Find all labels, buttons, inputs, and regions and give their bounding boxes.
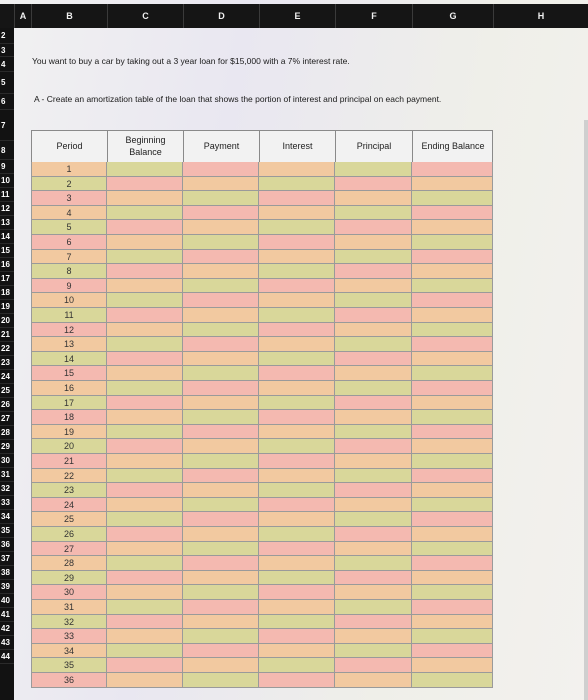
row-header-43[interactable]: 43	[0, 636, 14, 650]
period-cell[interactable]: 27	[31, 542, 107, 557]
period-cell[interactable]: 9	[31, 279, 107, 294]
table-cell[interactable]	[335, 425, 412, 440]
table-cell[interactable]	[335, 673, 412, 688]
table-cell[interactable]	[183, 629, 259, 644]
table-cell[interactable]	[259, 454, 335, 469]
table-cell[interactable]	[183, 206, 259, 221]
period-cell[interactable]: 33	[31, 629, 107, 644]
table-cell[interactable]	[412, 381, 493, 396]
table-cell[interactable]	[259, 162, 335, 177]
table-cell[interactable]	[183, 410, 259, 425]
table-cell[interactable]	[335, 235, 412, 250]
row-header-24[interactable]: 24	[0, 370, 14, 384]
table-cell[interactable]	[412, 571, 493, 586]
table-cell[interactable]	[412, 425, 493, 440]
table-cell[interactable]	[183, 527, 259, 542]
period-cell[interactable]: 6	[31, 235, 107, 250]
table-cell[interactable]	[412, 615, 493, 630]
table-cell[interactable]	[259, 381, 335, 396]
period-cell[interactable]: 30	[31, 585, 107, 600]
table-cell[interactable]	[412, 644, 493, 659]
row-header-32[interactable]: 32	[0, 482, 14, 496]
table-cell[interactable]	[412, 264, 493, 279]
row-header-23[interactable]: 23	[0, 356, 14, 370]
period-cell[interactable]: 3	[31, 191, 107, 206]
row-header-21[interactable]: 21	[0, 328, 14, 342]
table-cell[interactable]	[107, 191, 183, 206]
table-cell[interactable]	[183, 381, 259, 396]
period-cell[interactable]: 4	[31, 206, 107, 221]
table-cell[interactable]	[412, 469, 493, 484]
row-header-15[interactable]: 15	[0, 244, 14, 258]
row-header-42[interactable]: 42	[0, 622, 14, 636]
period-cell[interactable]: 25	[31, 512, 107, 527]
table-cell[interactable]	[183, 191, 259, 206]
table-header-3	[259, 130, 335, 162]
table-cell[interactable]	[183, 235, 259, 250]
table-cell[interactable]	[335, 629, 412, 644]
table-cell[interactable]	[259, 571, 335, 586]
table-cell[interactable]	[107, 439, 183, 454]
table-cell[interactable]	[412, 439, 493, 454]
period-cell[interactable]: 34	[31, 644, 107, 659]
row-header-8[interactable]: 8	[0, 141, 14, 160]
table-header-label: Period	[56, 141, 83, 151]
row-header-17[interactable]: 17	[0, 272, 14, 286]
period-cell[interactable]: 35	[31, 658, 107, 673]
table-cell[interactable]	[259, 323, 335, 338]
period-cell[interactable]: 31	[31, 600, 107, 615]
table-cell[interactable]	[183, 454, 259, 469]
table-cell[interactable]	[259, 396, 335, 411]
table-cell[interactable]	[335, 293, 412, 308]
table-header-label: Ending Balance	[421, 141, 485, 151]
table-cell[interactable]	[412, 512, 493, 527]
table-cell[interactable]	[412, 396, 493, 411]
table-cell[interactable]	[107, 673, 183, 688]
table-cell[interactable]	[259, 439, 335, 454]
table-cell[interactable]	[259, 585, 335, 600]
row-header-29[interactable]: 29	[0, 440, 14, 454]
table-cell[interactable]	[259, 279, 335, 294]
table-cell[interactable]	[183, 177, 259, 192]
row-header-7[interactable]: 7	[0, 110, 14, 141]
table-cell[interactable]	[259, 250, 335, 265]
table-cell[interactable]	[259, 615, 335, 630]
table-cell[interactable]	[183, 396, 259, 411]
table-cell[interactable]	[259, 512, 335, 527]
period-cell[interactable]: 32	[31, 615, 107, 630]
period-cell[interactable]: 19	[31, 425, 107, 440]
column-header-h[interactable]: H	[493, 4, 588, 28]
table-cell[interactable]	[412, 220, 493, 235]
table-cell[interactable]	[259, 469, 335, 484]
row-header-25[interactable]: 25	[0, 384, 14, 398]
period-cell[interactable]: 10	[31, 293, 107, 308]
row-header-38[interactable]: 38	[0, 566, 14, 580]
table-cell[interactable]	[412, 483, 493, 498]
table-cell[interactable]	[107, 410, 183, 425]
period-cell[interactable]: 8	[31, 264, 107, 279]
table-cell[interactable]	[259, 483, 335, 498]
table-cell[interactable]	[183, 600, 259, 615]
row-header-22[interactable]: 22	[0, 342, 14, 356]
column-header-g[interactable]: G	[412, 4, 493, 28]
table-cell[interactable]	[183, 366, 259, 381]
row-header-34[interactable]: 34	[0, 510, 14, 524]
table-cell[interactable]	[259, 352, 335, 367]
table-cell[interactable]	[259, 673, 335, 688]
table-cell[interactable]	[259, 264, 335, 279]
row-header-19[interactable]: 19	[0, 300, 14, 314]
table-cell[interactable]	[107, 366, 183, 381]
row-header-18[interactable]: 18	[0, 286, 14, 300]
table-cell[interactable]	[412, 673, 493, 688]
table-cell[interactable]	[335, 220, 412, 235]
period-cell[interactable]: 22	[31, 469, 107, 484]
column-header-f[interactable]: F	[335, 4, 412, 28]
row-header-33[interactable]: 33	[0, 496, 14, 510]
table-cell[interactable]	[412, 177, 493, 192]
table-cell[interactable]	[335, 469, 412, 484]
table-cell[interactable]	[107, 293, 183, 308]
period-cell[interactable]: 21	[31, 454, 107, 469]
table-cell[interactable]	[335, 483, 412, 498]
table-cell[interactable]	[107, 250, 183, 265]
table-cell[interactable]	[335, 527, 412, 542]
table-cell[interactable]	[107, 162, 183, 177]
table-cell[interactable]	[183, 250, 259, 265]
select-all-corner[interactable]	[0, 4, 14, 28]
column-header-c[interactable]: C	[107, 4, 183, 28]
table-cell[interactable]	[107, 206, 183, 221]
table-cell[interactable]	[335, 264, 412, 279]
table-header-1	[107, 130, 183, 162]
table-cell[interactable]	[335, 542, 412, 557]
table-cell[interactable]	[183, 644, 259, 659]
table-header-2	[183, 130, 259, 162]
table-cell[interactable]	[183, 658, 259, 673]
table-cell[interactable]	[412, 542, 493, 557]
table-cell[interactable]	[335, 410, 412, 425]
row-header-27[interactable]: 27	[0, 412, 14, 426]
period-cell[interactable]: 12	[31, 323, 107, 338]
table-header-5	[412, 130, 493, 162]
table-cell[interactable]	[412, 162, 493, 177]
period-cell[interactable]: 29	[31, 571, 107, 586]
table-cell[interactable]	[107, 658, 183, 673]
table-cell[interactable]	[107, 512, 183, 527]
table-cell[interactable]	[335, 644, 412, 659]
row-header-4[interactable]: 4	[0, 57, 14, 72]
table-cell[interactable]	[183, 337, 259, 352]
row-header-20[interactable]: 20	[0, 314, 14, 328]
period-cell[interactable]: 16	[31, 381, 107, 396]
table-cell[interactable]	[259, 425, 335, 440]
row-header-37[interactable]: 37	[0, 552, 14, 566]
table-cell[interactable]	[183, 615, 259, 630]
row-header-11[interactable]: 11	[0, 188, 14, 202]
table-cell[interactable]	[107, 644, 183, 659]
period-cell[interactable]: 5	[31, 220, 107, 235]
table-cell[interactable]	[335, 454, 412, 469]
table-cell[interactable]	[107, 600, 183, 615]
table-cell[interactable]	[107, 425, 183, 440]
table-cell[interactable]	[183, 469, 259, 484]
period-cell[interactable]: 11	[31, 308, 107, 323]
period-cell[interactable]: 15	[31, 366, 107, 381]
table-cell[interactable]	[107, 571, 183, 586]
table-cell[interactable]	[335, 381, 412, 396]
table-cell[interactable]	[259, 191, 335, 206]
table-cell[interactable]	[259, 556, 335, 571]
table-cell[interactable]	[107, 381, 183, 396]
table-cell[interactable]	[259, 527, 335, 542]
table-cell[interactable]	[107, 483, 183, 498]
row-header-40[interactable]: 40	[0, 594, 14, 608]
table-cell[interactable]	[107, 279, 183, 294]
row-header-28[interactable]: 28	[0, 426, 14, 440]
period-cell[interactable]: 24	[31, 498, 107, 513]
table-cell[interactable]	[107, 235, 183, 250]
table-cell[interactable]	[335, 352, 412, 367]
table-cell[interactable]	[412, 658, 493, 673]
period-cell[interactable]: 20	[31, 439, 107, 454]
row-header-bar	[0, 28, 14, 700]
table-cell[interactable]	[183, 264, 259, 279]
period-cell[interactable]: 28	[31, 556, 107, 571]
table-cell[interactable]	[259, 410, 335, 425]
table-cell[interactable]	[107, 585, 183, 600]
table-cell[interactable]	[107, 220, 183, 235]
row-header-9[interactable]: 9	[0, 160, 14, 174]
table-cell[interactable]	[335, 162, 412, 177]
row-header-35[interactable]: 35	[0, 524, 14, 538]
table-cell[interactable]	[335, 250, 412, 265]
row-header-30[interactable]: 30	[0, 454, 14, 468]
table-cell[interactable]	[183, 162, 259, 177]
row-header-41[interactable]: 41	[0, 608, 14, 622]
period-cell[interactable]: 23	[31, 483, 107, 498]
table-cell[interactable]	[412, 585, 493, 600]
table-cell[interactable]	[335, 658, 412, 673]
period-cell[interactable]: 17	[31, 396, 107, 411]
table-cell[interactable]	[107, 264, 183, 279]
table-cell[interactable]	[412, 527, 493, 542]
table-cell[interactable]	[107, 542, 183, 557]
period-cell[interactable]: 26	[31, 527, 107, 542]
table-cell[interactable]	[335, 366, 412, 381]
table-cell[interactable]	[259, 644, 335, 659]
table-header-label: Principal	[356, 141, 392, 151]
row-header-6[interactable]: 6	[0, 94, 14, 110]
table-header-4	[335, 130, 412, 162]
column-header-e[interactable]: E	[259, 4, 335, 28]
row-header-44[interactable]: 44	[0, 650, 14, 664]
table-cell[interactable]	[259, 658, 335, 673]
table-cell[interactable]	[412, 293, 493, 308]
table-cell[interactable]	[335, 571, 412, 586]
period-cell[interactable]: 1	[31, 162, 107, 177]
table-cell[interactable]	[335, 206, 412, 221]
table-cell[interactable]	[183, 571, 259, 586]
row-header-2[interactable]: 2	[0, 28, 14, 44]
column-header-bar	[0, 4, 588, 28]
table-cell[interactable]	[259, 293, 335, 308]
table-cell[interactable]	[335, 498, 412, 513]
table-cell[interactable]	[335, 396, 412, 411]
row-header-36[interactable]: 36	[0, 538, 14, 552]
table-cell[interactable]	[259, 308, 335, 323]
row-header-10[interactable]: 10	[0, 174, 14, 188]
table-cell[interactable]	[412, 206, 493, 221]
table-cell[interactable]	[335, 191, 412, 206]
table-cell[interactable]	[107, 615, 183, 630]
table-cell[interactable]	[183, 585, 259, 600]
table-cell[interactable]	[259, 498, 335, 513]
table-cell[interactable]	[183, 323, 259, 338]
column-header-a[interactable]: A	[14, 4, 31, 28]
table-cell[interactable]	[412, 235, 493, 250]
table-cell[interactable]	[335, 439, 412, 454]
table-cell[interactable]	[107, 323, 183, 338]
table-cell[interactable]	[412, 250, 493, 265]
table-cell[interactable]	[107, 498, 183, 513]
table-cell[interactable]	[412, 556, 493, 571]
table-header-label: Beginning	[125, 135, 166, 145]
period-cell[interactable]: 18	[31, 410, 107, 425]
table-cell[interactable]	[259, 177, 335, 192]
table-cell[interactable]	[412, 366, 493, 381]
table-cell[interactable]	[259, 220, 335, 235]
column-header-b[interactable]: B	[31, 4, 107, 28]
table-cell[interactable]	[107, 352, 183, 367]
period-cell[interactable]: 2	[31, 177, 107, 192]
table-cell[interactable]	[335, 308, 412, 323]
row-header-16[interactable]: 16	[0, 258, 14, 272]
table-header-label-line2: Balance	[129, 147, 162, 157]
table-cell[interactable]	[107, 177, 183, 192]
table-cell[interactable]	[183, 352, 259, 367]
table-cell[interactable]	[335, 556, 412, 571]
column-header-d[interactable]: D	[183, 4, 259, 28]
table-cell[interactable]	[412, 323, 493, 338]
table-cell[interactable]	[335, 279, 412, 294]
table-header-label: Payment	[203, 141, 240, 151]
table-cell[interactable]	[412, 600, 493, 615]
table-cell[interactable]	[259, 629, 335, 644]
table-cell[interactable]	[183, 439, 259, 454]
row-header-13[interactable]: 13	[0, 216, 14, 230]
table-cell[interactable]	[412, 308, 493, 323]
table-cell[interactable]	[412, 410, 493, 425]
table-cell[interactable]	[183, 279, 259, 294]
row-header-3[interactable]: 3	[0, 44, 14, 57]
table-cell[interactable]	[259, 206, 335, 221]
row-header-31[interactable]: 31	[0, 468, 14, 482]
table-cell[interactable]	[335, 337, 412, 352]
period-cell[interactable]: 14	[31, 352, 107, 367]
table-cell[interactable]	[259, 337, 335, 352]
row-header-12[interactable]: 12	[0, 202, 14, 216]
table-header-0	[31, 130, 107, 162]
table-header-label: Interest	[282, 141, 313, 151]
table-cell[interactable]	[335, 585, 412, 600]
row-header-26[interactable]: 26	[0, 398, 14, 412]
period-cell[interactable]: 7	[31, 250, 107, 265]
table-cell[interactable]	[412, 454, 493, 469]
table-cell[interactable]	[335, 177, 412, 192]
table-cell[interactable]	[107, 629, 183, 644]
table-cell[interactable]	[183, 293, 259, 308]
table-cell[interactable]	[183, 498, 259, 513]
table-cell[interactable]	[107, 527, 183, 542]
row-header-39[interactable]: 39	[0, 580, 14, 594]
table-cell[interactable]	[183, 556, 259, 571]
vertical-scrollbar[interactable]	[584, 120, 588, 700]
table-cell[interactable]	[335, 323, 412, 338]
table-cell[interactable]	[412, 498, 493, 513]
table-cell[interactable]	[412, 279, 493, 294]
table-cell[interactable]	[335, 600, 412, 615]
table-cell[interactable]	[335, 512, 412, 527]
table-cell[interactable]	[412, 191, 493, 206]
table-cell[interactable]	[412, 337, 493, 352]
table-cell[interactable]	[335, 615, 412, 630]
task-description: A - Create an amortization table of the loan that shows the portion of interest and principal on each payment.	[34, 94, 442, 104]
row-header-14[interactable]: 14	[0, 230, 14, 244]
problem-statement: You want to buy a car by taking out a 3 year loan for $15,000 with a 7% interest rate.	[32, 56, 350, 66]
table-cell[interactable]	[183, 483, 259, 498]
row-header-5[interactable]: 5	[0, 72, 14, 94]
table-cell[interactable]	[107, 469, 183, 484]
table-cell[interactable]	[412, 629, 493, 644]
table-cell[interactable]	[183, 673, 259, 688]
table-cell[interactable]	[259, 366, 335, 381]
period-cell[interactable]: 36	[31, 673, 107, 688]
table-cell[interactable]	[183, 512, 259, 527]
table-cell[interactable]	[259, 600, 335, 615]
table-cell[interactable]	[107, 556, 183, 571]
table-cell[interactable]	[183, 308, 259, 323]
period-cell[interactable]: 13	[31, 337, 107, 352]
table-cell[interactable]	[412, 352, 493, 367]
table-cell[interactable]	[107, 396, 183, 411]
table-cell[interactable]	[107, 337, 183, 352]
table-cell[interactable]	[259, 542, 335, 557]
table-cell[interactable]	[107, 454, 183, 469]
table-cell[interactable]	[259, 235, 335, 250]
table-cell[interactable]	[107, 308, 183, 323]
table-cell[interactable]	[183, 425, 259, 440]
table-cell[interactable]	[183, 220, 259, 235]
table-cell[interactable]	[183, 542, 259, 557]
